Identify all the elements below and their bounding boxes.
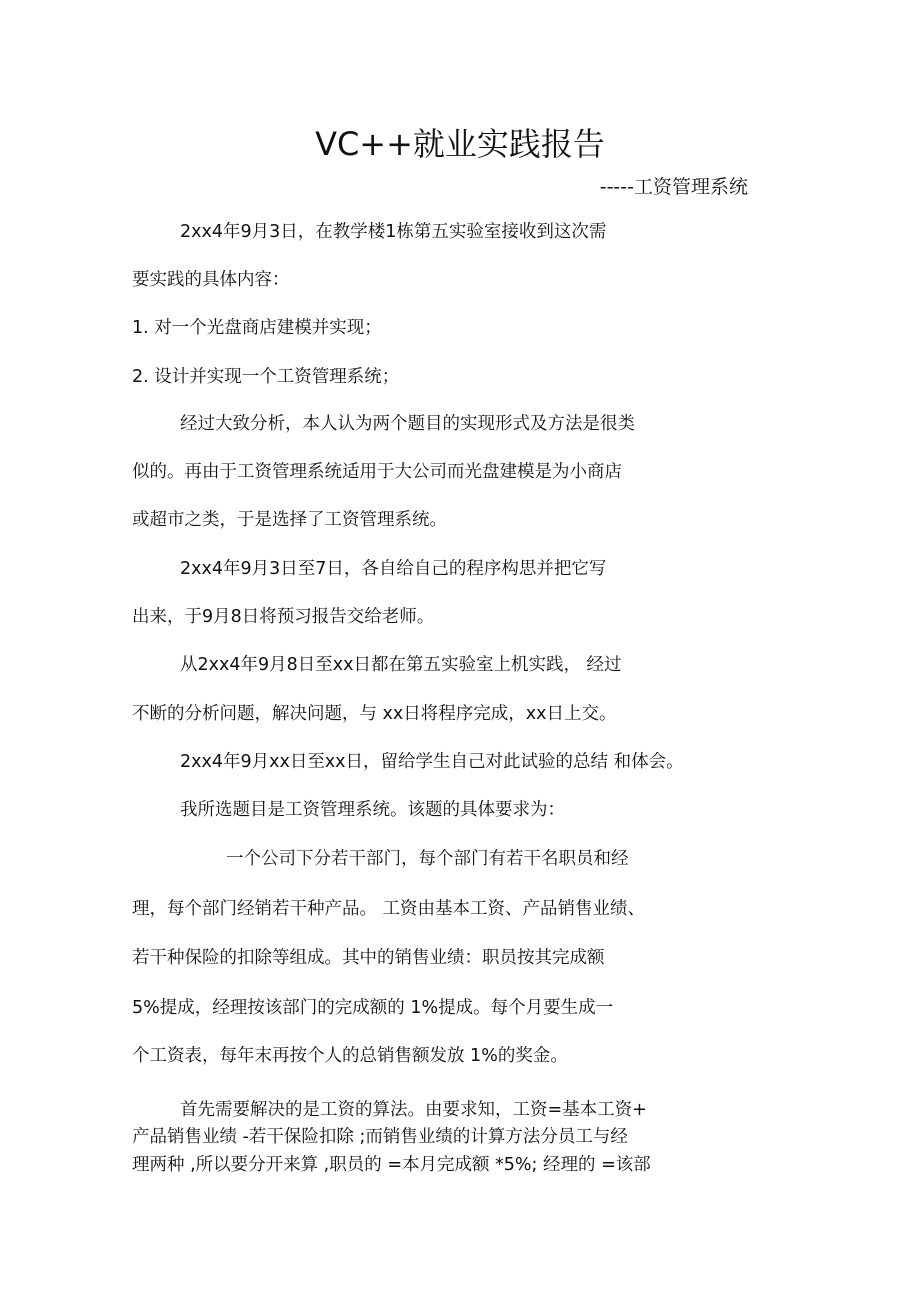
- text-line: 出来，于9月8日将预习报告交给老师。: [132, 607, 435, 627]
- text-line: 从2xx4年9月8日至xx日都在第五实验室上机实践， 经过: [180, 655, 622, 675]
- text-line: 若干种保险的扣除等组成。其中的销售业绩：职员按其完成额: [132, 948, 605, 968]
- text-line: 不断的分析问题，解决问题，与 xx日将程序完成，xx日上交。: [132, 704, 617, 724]
- text-line: 2. 设计并实现一个工资管理系统；: [132, 367, 400, 387]
- text-line: 2xx4年9月3日至7日，各自给自己的程序构思并把它写: [180, 559, 607, 579]
- text-line: 2xx4年9月xx日至xx日，留给学生自己对此试验的总结 和体会。: [180, 752, 684, 772]
- text-line: 似的。再由于工资管理系统适用于大公司而光盘建模是为小商店: [132, 462, 622, 482]
- text-line: 或超市之类，于是选择了工资管理系统。: [132, 510, 447, 530]
- text-line: 一个公司下分若干部门，每个部门有若干名职员和经: [226, 849, 629, 869]
- text-line: 理，每个部门经销若干种产品。 工资由基本工资、产品销售业绩、: [132, 899, 646, 919]
- text-line: 要实践的具体内容：: [132, 270, 290, 290]
- text-line: 5%提成，经理按该部门的完成额的 1%提成。每个月要生成一: [132, 998, 614, 1018]
- text-line: 首先需要解决的是工资的算法。由要求知，工资=基本工资+: [180, 1100, 647, 1120]
- document-title: VC++就业实践报告: [315, 125, 605, 163]
- text-line: 产品销售业绩 -若干保险扣除 ;而销售业绩的计算方法分员工与经: [132, 1127, 628, 1147]
- text-line: 个工资表，每年末再按个人的总销售额发放 1%的奖金。: [132, 1046, 568, 1066]
- document-subtitle: -----工资管理系统: [599, 176, 748, 198]
- text-line: 1. 对一个光盘商店建模并实现；: [132, 318, 382, 338]
- text-line: 2xx4年9月3日，在教学楼1栋第五实验室接收到这次需: [180, 222, 607, 242]
- text-line: 理两种 ,所以要分开来算 ,职员的 =本月完成额 *5%; 经理的 =该部: [132, 1155, 651, 1175]
- text-line: 我所选题目是工资管理系统。该题的具体要求为：: [180, 800, 565, 820]
- text-line: 经过大致分析，本人认为两个题目的实现形式及方法是很类: [180, 414, 635, 434]
